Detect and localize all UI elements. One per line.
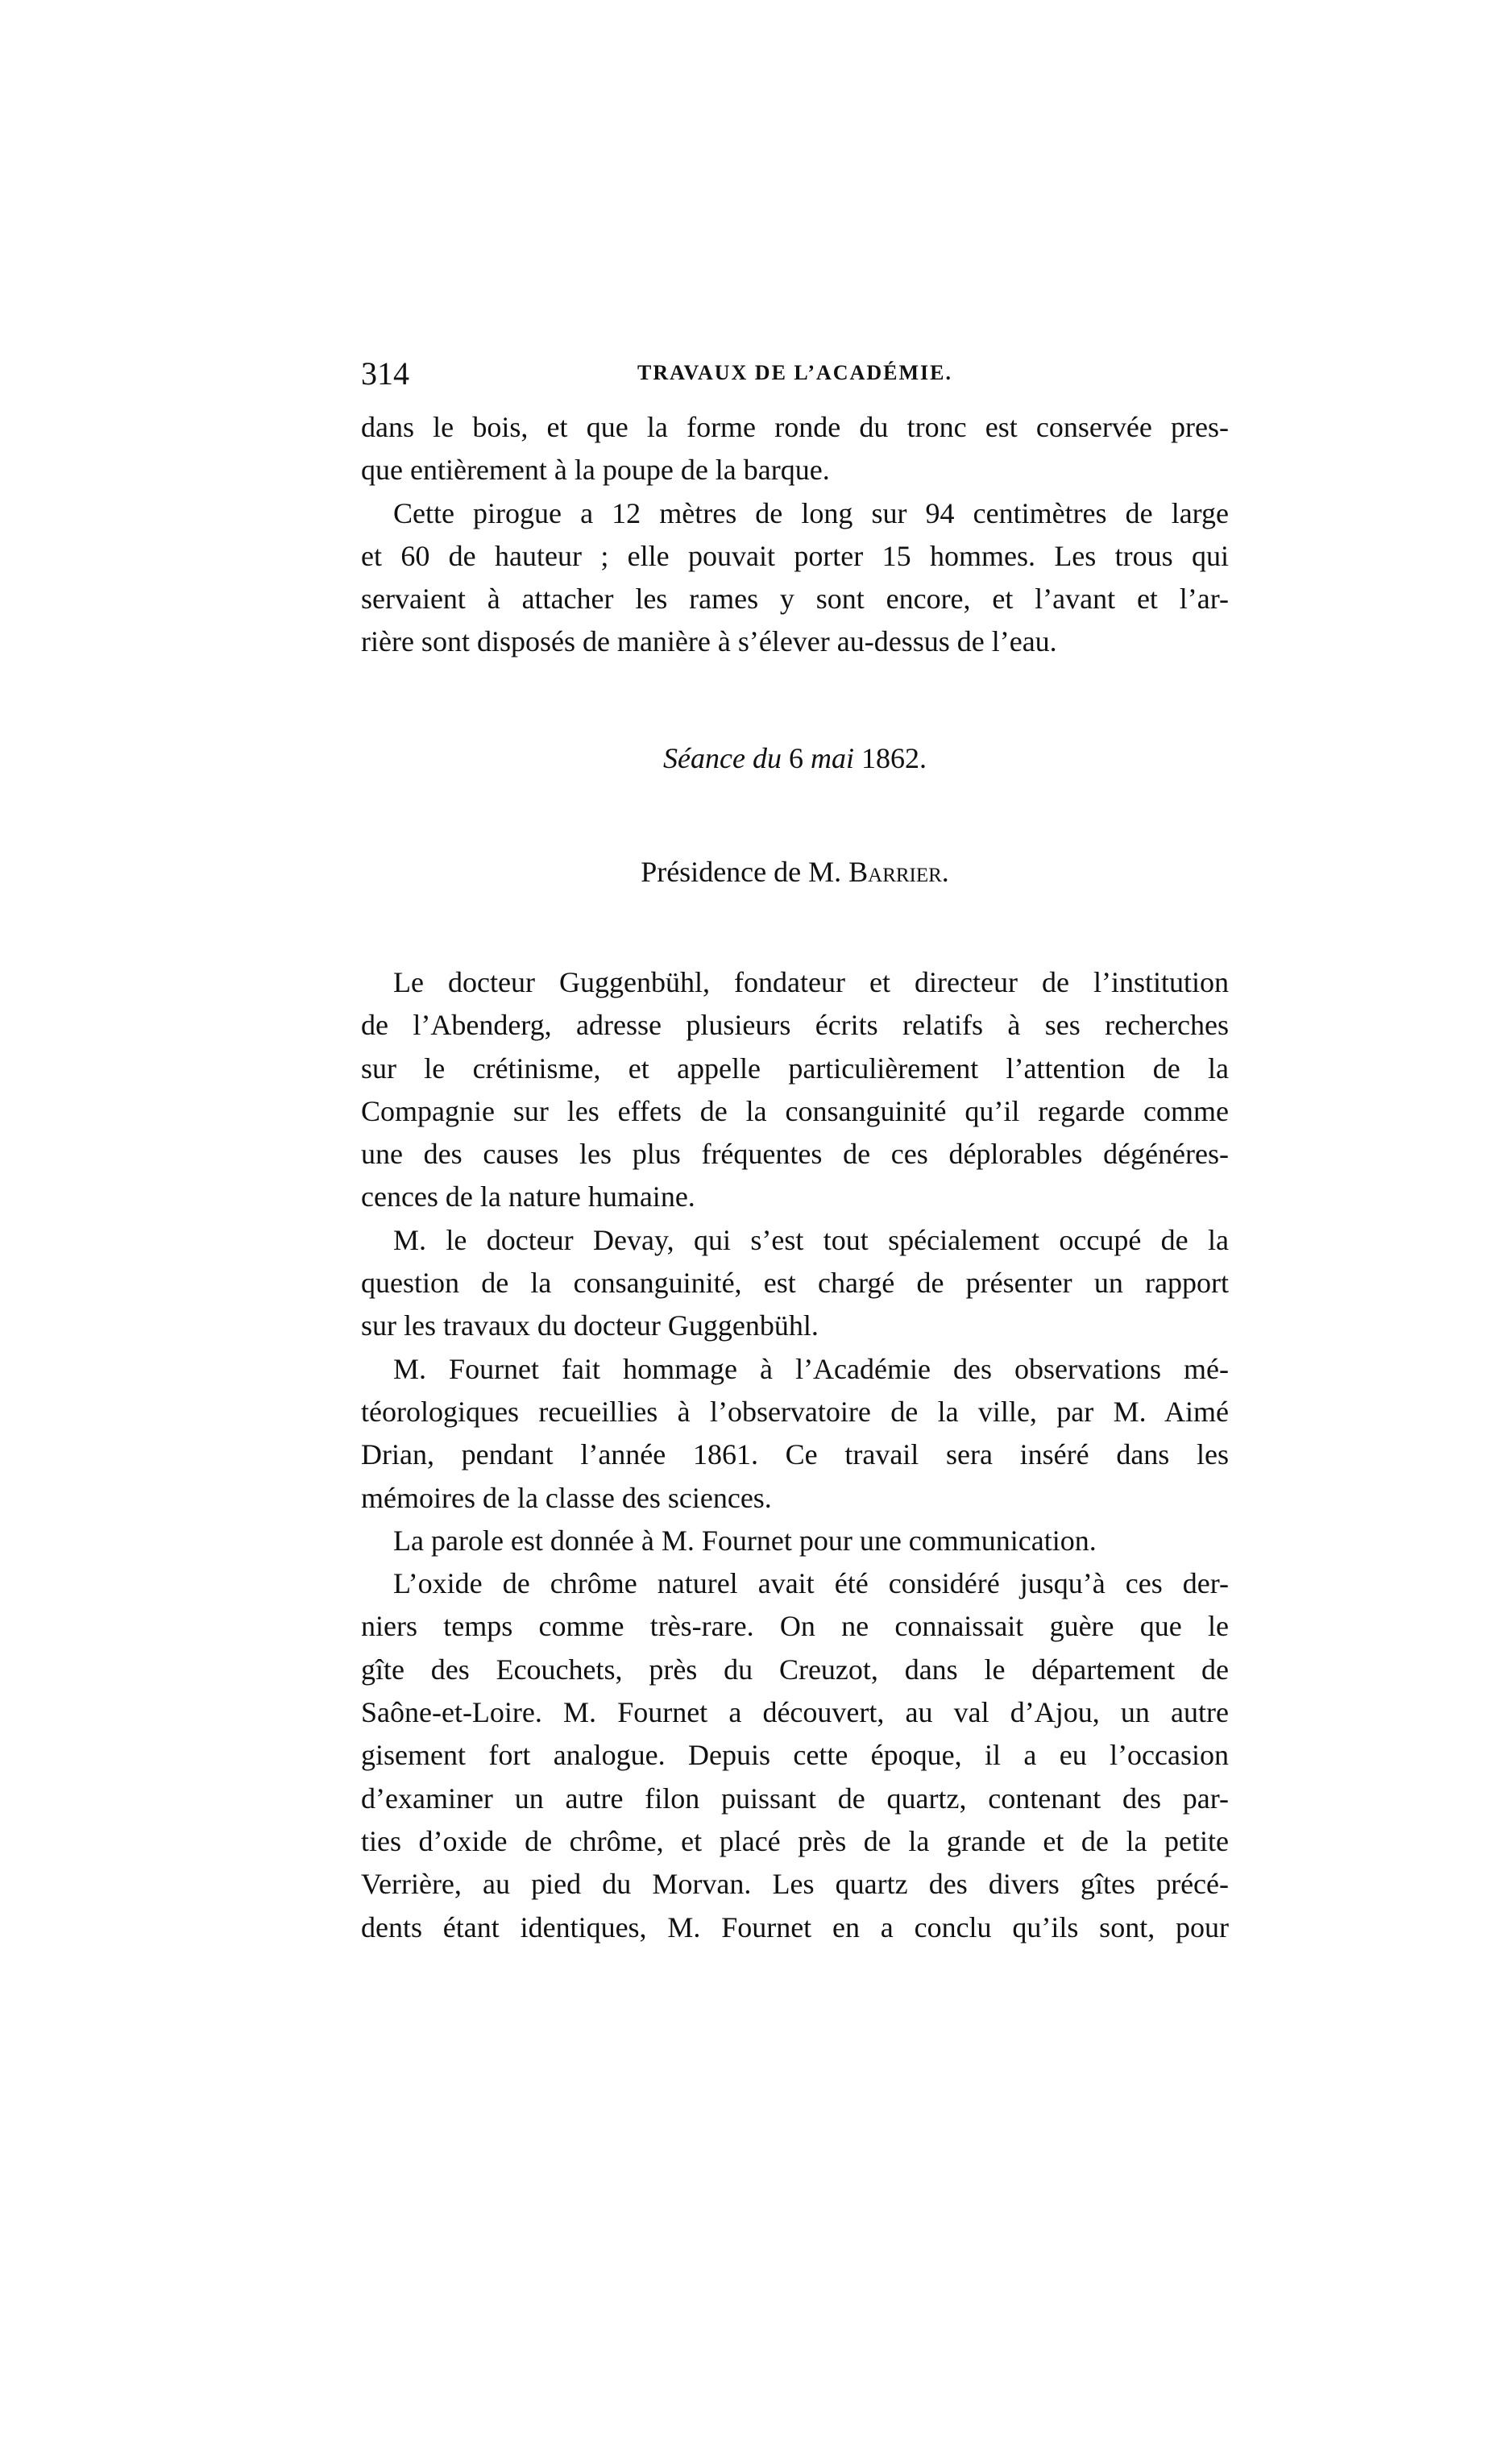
president-name: Barrier. <box>848 856 949 888</box>
session-year: 1862. <box>861 742 927 774</box>
text-line: sur les travaux du docteur Guggenbühl. <box>361 1309 819 1342</box>
session-heading <box>361 741 1229 775</box>
text-line: mémoires de la classe des sciences. <box>361 1481 772 1514</box>
presidence-prefix: Présidence de M. <box>641 856 842 888</box>
text-line: question de la consanguinité, est chargé de présenter un rapport <box>361 1267 1229 1300</box>
session-month: mai <box>810 742 854 774</box>
text-line: rière sont disposés de manière à s’élever au-dessus de l’eau. <box>361 625 1057 658</box>
text-line: téorologiques recueillies à l’observatoire de la ville, par M. Aimé <box>361 1395 1229 1428</box>
text-line: d’examiner un autre filon puissant de quartz, contenant des par- <box>361 1782 1229 1815</box>
text-line: M. Fournet fait hommage à l’Académie des observations mé- <box>393 1352 1229 1385</box>
paragraph-block-2 <box>361 961 1229 1949</box>
text-line: ties d’oxide de chrôme, et placé près de la grande et de la petite <box>361 1824 1229 1857</box>
running-header <box>361 355 1229 395</box>
text-line: La parole est donnée à M. Fournet pour une communication. <box>393 1524 1097 1557</box>
session-day: 6 <box>788 742 803 774</box>
text-line: que entièrement à la poupe de la barque. <box>361 454 830 487</box>
text-line: Le docteur Guggenbühl, fondateur et directeur de l’institution <box>393 966 1229 998</box>
text-line: de l’Abenderg, adresse plusieurs écrits relatifs à ses recherches <box>361 1009 1229 1042</box>
text-line: Saône-et-Loire. M. Fournet a découvert, au val d’Ajou, un autre <box>361 1696 1229 1729</box>
page-number: 314 <box>361 355 409 392</box>
paragraph-block-1 <box>361 406 1229 664</box>
session-label: Séance du <box>663 742 782 774</box>
text-line: dents étant identiques, M. Fournet en a conclu qu’ils sont, pour <box>361 1910 1229 1943</box>
text-line: L’oxide de chrôme naturel avait été considéré jusqu’à ces der- <box>393 1567 1229 1600</box>
text-line: M. le docteur Devay, qui s’est tout spécialement occupé de la <box>393 1223 1229 1256</box>
text-line: gisement fort analogue. Depuis cette époque, il a eu l’occasion <box>361 1739 1229 1772</box>
text-line: et 60 de hauteur ; elle pouvait porter 15 hommes. Les trous qui <box>361 539 1229 572</box>
text-line: servaient à attacher les rames y sont encore, et l’avant et l’ar- <box>361 583 1229 616</box>
text-line: cences de la nature humaine. <box>361 1180 695 1213</box>
text-line: une des causes les plus fréquentes de ces déplorables dégénéres- <box>361 1138 1229 1171</box>
text-line: Compagnie sur les effets de la consanguinité qu’il regarde comme <box>361 1094 1229 1127</box>
text-line: Verrière, au pied du Morvan. Les quartz des divers gîtes précé- <box>361 1868 1229 1901</box>
text-line: gîte des Ecouchets, près du Creuzot, dans le département de <box>361 1653 1229 1686</box>
presidence-heading <box>361 855 1229 889</box>
text-line: dans le bois, et que la forme ronde du tronc est conservée pres- <box>361 411 1229 443</box>
running-title: TRAVAUX DE L’ACADÉMIE. <box>637 361 952 384</box>
text-line: niers temps comme très-rare. On ne connaissait guère que le <box>361 1610 1229 1643</box>
text-line: Drian, pendant l’année 1861. Ce travail sera inséré dans les <box>361 1438 1229 1471</box>
text-line: sur le crétinisme, et appelle particulièrement l’attention de la <box>361 1052 1229 1085</box>
text-line: Cette pirogue a 12 mètres de long sur 94 centimètres de large <box>393 496 1229 529</box>
